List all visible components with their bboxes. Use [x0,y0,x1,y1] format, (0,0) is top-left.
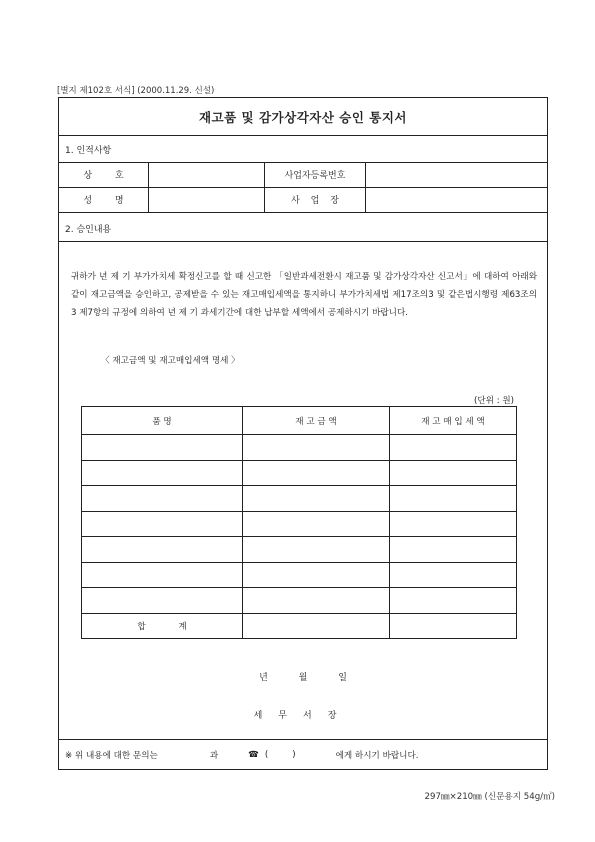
name-field[interactable] [149,187,264,212]
col-inventory-amount: 재 고 금 액 [243,407,390,435]
amount-cell[interactable] [243,588,390,614]
unit-label: (단위 : 원) [474,396,514,406]
tax-cell[interactable] [390,537,517,563]
name-label: 성 명 [83,196,124,206]
total-amount-cell[interactable] [243,613,390,639]
table-row [82,486,517,512]
col-item-name: 품 명 [82,407,243,435]
total-tax-cell[interactable] [390,613,517,639]
dept-label: 과 [209,751,219,761]
amount-cell[interactable] [243,537,390,563]
section-approval-label: 2. 승인내용 [65,224,112,235]
phone-open-paren: ( [264,750,269,760]
inquiry-closing: 에게 하시기 바랍니다. [335,751,419,761]
amount-cell[interactable] [243,435,390,461]
inventory-table [81,406,517,639]
item-name-cell[interactable] [82,562,243,588]
table-row [82,460,517,486]
table-row [82,562,517,588]
total-label: 합 계 [82,613,243,639]
approval-body-text: 귀하가 년 제 기 부가가치세 확정신고를 할 때 신고한 「일반과세전환시 재고품 및 감가상각자산 신고서」에 대하여 아래와 같이 재고금액을 승인하고, 공제받을 수 있는 재고매입세액을 통지하니 부가가치세법 제17조의3 및 같은법시행령 제63조의3 제7항의 규정에 의하여 년 제 기 과세기간에 대한 납부할 세액에서 공제하시기 바랍니다. [71,272,537,318]
total-row [82,613,517,639]
section-personal-info-label: 1. 인적사항 [65,145,112,156]
col-input-tax: 재 고 매 입 세 액 [390,407,517,435]
table-row [82,537,517,563]
amount-cell[interactable] [243,486,390,512]
phone-close-paren: ) [292,750,296,760]
form-title: 재고품 및 감가상각자산 승인 통지서 [59,98,547,136]
item-name-cell[interactable] [82,537,243,563]
form-frame [58,97,548,770]
phone-icon: ☎ [248,750,259,760]
table-header-row [82,407,517,435]
tax-cell[interactable] [390,511,517,537]
table-row [82,588,517,614]
business-place-label: 사 업 장 [291,196,339,206]
business-reg-no-label: 사업자등록번호 [284,171,346,181]
business-place-field[interactable] [366,187,548,212]
item-name-cell[interactable] [82,435,243,461]
tax-cell[interactable] [390,460,517,486]
amount-cell[interactable] [243,460,390,486]
trade-name-label: 상 호 [83,171,124,181]
item-name-cell[interactable] [82,460,243,486]
table-row [82,435,517,461]
paper-spec: 297㎜×210㎜ (신문용지 54g/㎡) [424,792,555,802]
amount-cell[interactable] [243,562,390,588]
trade-name-field[interactable] [149,162,264,187]
tax-cell[interactable] [390,486,517,512]
form-number: [별지 제102호 서식] (2000.11.29. 신설) [57,86,215,96]
inquiry-note: ※ 위 내용에 대한 문의는 [65,751,158,761]
inquiry-footer [65,741,547,769]
amount-cell[interactable] [243,511,390,537]
issue-date-line: 년 월 일 [259,673,347,683]
tax-office-name: 세무서장 [253,711,353,721]
item-name-cell[interactable] [82,511,243,537]
detail-subheading: 〈 재고금액 및 재고매입세액 명세 〉 [101,356,240,366]
item-name-cell[interactable] [82,486,243,512]
tax-cell[interactable] [390,435,517,461]
tax-cell[interactable] [390,562,517,588]
tax-cell[interactable] [390,588,517,614]
table-row [82,511,517,537]
item-name-cell[interactable] [82,588,243,614]
business-reg-no-field[interactable] [366,162,548,187]
